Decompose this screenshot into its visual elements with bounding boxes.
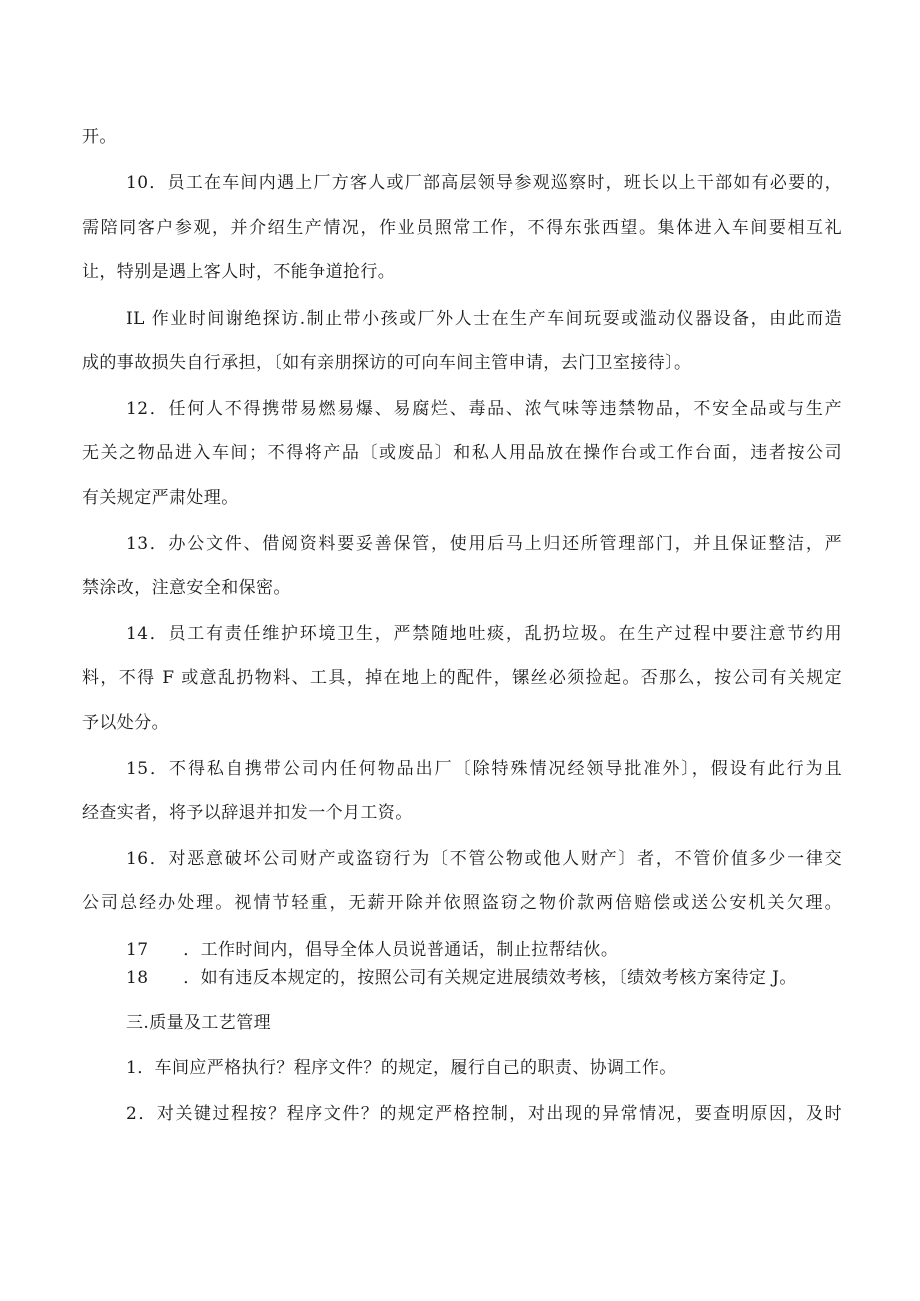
text-line-7: 12．任何人不得携带易燃易爆、易腐烂、毒品、浓气味等违禁物品，不安全品或与生产	[126, 399, 842, 419]
text-line-6: 成的事故损失自行承担，〔如有亲朋探访的可向车间主管申请，去门卫室接待〕。	[82, 353, 692, 373]
text-line-17: 16．对恶意破坏公司财产或盗窃行为〔不管公物或他人财产〕者，不管价值多少一律交	[126, 849, 842, 869]
text-line-4: 让，特别是遇上客人时，不能争道抢行。	[82, 262, 396, 282]
text-line-23: 2．对关键过程按？程序文件？的规定严格控制，对出现的异常情况，要查明原因，及时	[126, 1104, 842, 1124]
text-line-20: 18 ．如有违反本规定的，按照公司有关规定进展绩效考核，〔绩效考核方案待定 J。	[126, 968, 797, 988]
text-line-18: 公司总经办处理。视情节轻重，无薪开除并依照盗窃之物价款两倍赔偿或送公安机关欠理。	[82, 893, 842, 913]
text-line-15: 15．不得私自携带公司内任何物品出厂〔除特殊情况经领导批准外〕，假设有此行为且	[126, 759, 842, 779]
text-line-19: 17 ．工作时间内，倡导全体人员说普通话，制止拉帮结伙。	[126, 940, 619, 960]
text-line-5: IL 作业时间谢绝探访.制止带小孩或厂外人士在生产车间玩耍或滥动仪器设备，由此而造	[126, 309, 842, 329]
text-line-2: 10．员工在车间内遇上厂方客人或厂部高层领导参观巡察时，班长以上干部如有必要的，	[126, 173, 842, 193]
text-line-12: 14．员工有责任维护环境卫生，严禁随地吐痰，乱扔垃圾。在生产过程中要注意节约用	[126, 624, 842, 644]
section-heading: 三.质量及工艺管理	[126, 1013, 272, 1033]
text-line-10: 13．办公文件、借阅资料要妥善保管，使用后马上归还所管理部门，并且保证整洁，严	[126, 534, 842, 554]
text-line-16: 经查实者，将予以辞退并扣发一个月工资。	[82, 803, 413, 823]
text-line-11: 禁涂改，注意安全和保密。	[82, 578, 291, 598]
text-line-13: 料，不得 F 或意乱扔物料、工具，掉在地上的配件，镙丝必须捡起。否那么，按公司有关规定	[82, 668, 842, 688]
text-line-22: 1．车间应严格执行？程序文件？的规定，履行自己的职责、协调工作。	[126, 1058, 677, 1078]
text-line-14: 予以处分。	[82, 713, 169, 733]
text-line-8: 无关之物品进入车间；不得将产品〔或废品〕和私人用品放在操作台或工作台面，违者按公司	[82, 443, 842, 463]
text-line-1: 开。	[82, 127, 117, 147]
text-line-9: 有关规定严肃处理。	[82, 488, 239, 508]
text-line-3: 需陪同客户参观，并介绍生产情况，作业员照常工作，不得东张西望。集体进入车间要相互礼	[82, 218, 842, 238]
